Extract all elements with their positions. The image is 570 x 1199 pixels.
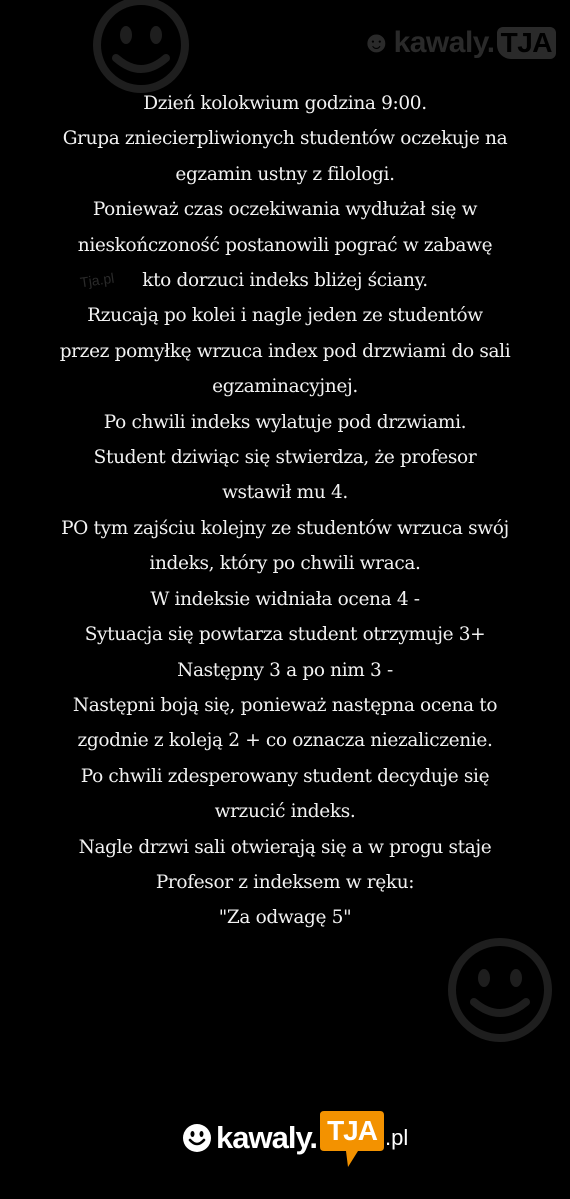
brand-watermark [360, 26, 556, 60]
joke-line: zgodnie z koleją 2 + co oznacza niezaliczenie. [77, 730, 493, 752]
joke-line: Po chwili zdesperowany student decyduje się [80, 765, 490, 787]
joke-line: egzamin ustny z filologi. [175, 163, 395, 185]
joke-line: przez pomyłkę wrzuca index pod drzwiami do sali [59, 340, 511, 362]
joke-line: PO tym zajściu kolejny ze studentów wrzuca swój [61, 517, 509, 539]
smiley-logo-icon [182, 1123, 212, 1153]
joke-line: Po chwili indeks wylatuje pod drzwiami. [103, 411, 467, 433]
joke-line: Student dziwiąc się stwierdza, że profesor [93, 447, 477, 469]
joke-line: wrzucić indeks. [214, 801, 356, 823]
joke-line: Profesor z indeksem w ręku: [155, 871, 415, 893]
joke-line: Następny 3 a po nim 3 - [177, 659, 393, 681]
watermark-smile-icon: ☻ [360, 26, 392, 59]
joke-line: Dzień kolokwium godzina 9:00. [143, 93, 427, 114]
logo-accent-badge [318, 1107, 386, 1169]
joke-line: Grupa zniecierpliwionych studentów oczekuje na [62, 128, 508, 150]
joke-line: kto dorzuci indeks bliżej ściany. [142, 270, 428, 292]
watermark-accent: TJA [497, 27, 556, 59]
joke-line: nieskończoność postanowili pograć w zabawę [77, 234, 493, 256]
joke-line: wstawił mu 4. [222, 482, 348, 504]
smiley-watermark-icon [440, 930, 560, 1050]
joke-line: Rzucają po kolei i nagle jeden ze studentów [87, 305, 483, 327]
small-watermark: Tja.pl [79, 269, 116, 291]
logo-name: kawaly. [216, 1120, 318, 1155]
joke-line: egzaminacyjnej. [212, 376, 358, 398]
logo-accent-text: TJA [327, 1115, 377, 1146]
joke-line: W indeksie widniała ocena 4 - [150, 588, 420, 610]
joke-line: Nagle drzwi sali otwierają się a w progu staje [78, 836, 492, 858]
joke-line: Następni boją się, ponieważ następna ocena to [72, 694, 498, 716]
watermark-name: kawaly. [393, 26, 495, 59]
joke-line: Sytuacja się powtarza student otrzymuje 3+ [84, 624, 486, 646]
joke-text [0, 86, 570, 936]
joke-line: indeks, który po chwili wraca. [149, 553, 421, 575]
joke-line: Ponieważ czas oczekiwania wydłużał się w [92, 199, 478, 221]
logo-suffix: .pl [385, 1125, 409, 1150]
brand-logo[interactable] [182, 1106, 408, 1170]
joke-line: "Za odwagę 5" [218, 907, 352, 929]
